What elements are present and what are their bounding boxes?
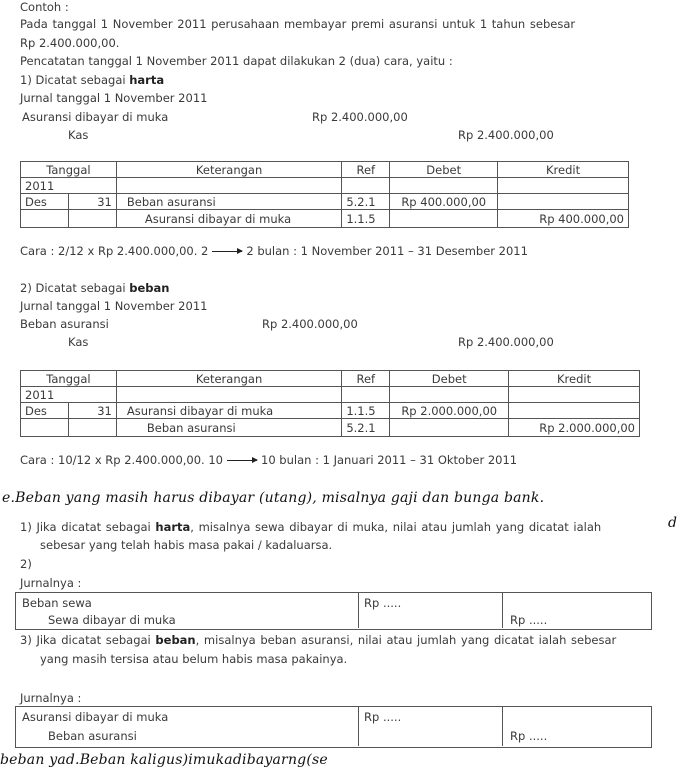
section1-debit-amount: Rp 2.400.000,00 <box>312 110 408 124</box>
section2-table <box>20 370 640 437</box>
table-header-keterangan: Keterangan <box>116 162 341 178</box>
table-header-keterangan: Keterangan <box>116 371 341 387</box>
section1-journal-date: Jurnal tanggal 1 November 2011 <box>20 91 208 105</box>
arrow-icon <box>212 251 242 252</box>
table-kredit <box>498 194 629 210</box>
table-debet <box>390 210 498 228</box>
table-header-debet: Debet <box>390 371 509 387</box>
table-desc: Beban asuransi <box>116 194 341 210</box>
point3-debit-amount: Rp ..... <box>364 710 402 724</box>
handwritten-heading: e.Beban yang masih harus dibayar (utang), misalnya gaji dan bunga bank. <box>2 490 545 506</box>
point3-debit: Asuransi dibayar di muka <box>22 710 169 724</box>
point3-line-2: yang masih tersisa atau belum habis masa pakainya. <box>40 652 348 666</box>
table-day: 31 <box>68 194 116 210</box>
section2-credit-amount: Rp 2.400.000,00 <box>458 335 554 349</box>
table-year: 2011 <box>21 178 69 194</box>
table-kredit: Rp 400.000,00 <box>498 210 629 228</box>
table-header-tanggal: Tanggal <box>21 371 117 387</box>
section1-credit-account: Kas <box>68 128 89 142</box>
intro-line-2: Rp 2.400.000,00. <box>20 36 120 50</box>
table-year: 2011 <box>21 387 69 403</box>
table-ref: 5.2.1 <box>342 419 390 437</box>
intro-line-1: Pada tanggal 1 November 2011 perusahaan membayar premi asuransi untuk 1 tahun sebesar <box>20 17 576 31</box>
section2-debit-account: Beban asuransi <box>20 317 109 331</box>
section1-credit-amount: Rp 2.400.000,00 <box>458 128 554 142</box>
table-ref: 5.2.1 <box>342 194 390 210</box>
table-day: 31 <box>68 403 116 419</box>
table-header-ref: Ref <box>342 162 390 178</box>
section2-credit-account: Kas <box>68 335 89 349</box>
section1-table <box>20 161 629 228</box>
table-header-ref: Ref <box>342 371 390 387</box>
point2-jurnal: Jurnalnya : <box>20 576 82 590</box>
section2-journal-date: Jurnal tanggal 1 November 2011 <box>20 299 208 313</box>
point3-credit-amount: Rp ..... <box>510 729 548 743</box>
table-header-debet: Debet <box>390 162 498 178</box>
section1-heading: 1) Dicatat sebagai harta <box>20 73 165 87</box>
intro-line-3: Pencatatan tanggal 1 November 2011 dapat dilakukan 2 (dua) cara, yaitu : <box>20 54 453 68</box>
table-month: Des <box>21 403 69 419</box>
point2-debit-amount: Rp ..... <box>364 596 402 610</box>
point2-debit: Beban sewa <box>22 596 92 610</box>
point1-line-2: sebesar yang telah habis masa pakai / kadaluarsa. <box>40 538 333 552</box>
table-header-tanggal: Tanggal <box>21 162 117 178</box>
table-desc: Asuransi dibayar di muka <box>116 210 341 228</box>
point3-line-1: 3) Jika dicatat sebagai beban, misalnya beban asuransi, nilai atau jumlah yang dicatat ialah sebesar <box>20 633 617 647</box>
table-desc: Asuransi dibayar di muka <box>116 403 341 419</box>
section1-cara: Cara : 2/12 x Rp 2.400.000,00. 2 2 bulan : 1 November 2011 – 31 Desember 2011 <box>20 244 528 258</box>
point2-label: 2) <box>20 557 32 571</box>
point3-credit: Beban asuransi <box>48 729 137 743</box>
table-desc: Beban asuransi <box>116 419 341 437</box>
section1-debit-account: Asuransi dibayar di muka <box>22 110 169 124</box>
table-kredit: Rp 2.000.000,00 <box>509 419 640 437</box>
point2-credit-amount: Rp ..... <box>510 613 548 627</box>
section2-debit-amount: Rp 2.400.000,00 <box>262 317 358 331</box>
table-header-kredit: Kredit <box>509 371 640 387</box>
table-ref: 1.1.5 <box>342 210 390 228</box>
point3-jurnal: Jurnalnya : <box>20 691 82 705</box>
table-ref: 1.1.5 <box>342 403 390 419</box>
table-debet: Rp 400.000,00 <box>390 194 498 210</box>
table-debet: Rp 2.000.000,00 <box>390 403 509 419</box>
table-kredit <box>509 403 640 419</box>
point1-trailing: d <box>668 515 678 531</box>
table-debet <box>390 419 509 437</box>
table-month: Des <box>21 194 69 210</box>
arrow-icon <box>227 460 257 461</box>
point2-credit: Sewa dibayar di muka <box>48 613 176 627</box>
contoh-label: Contoh : <box>20 0 69 14</box>
section2-cara: Cara : 10/12 x Rp 2.400.000,00. 10 10 bulan : 1 Januari 2011 – 31 Oktober 2011 <box>20 453 518 467</box>
section2-heading: 2) Dicatat sebagai beban <box>20 281 170 295</box>
table-header-kredit: Kredit <box>498 162 629 178</box>
handwritten-footer: beban yad.Beban kaligus)imukadibayarng(se <box>0 752 328 768</box>
point1-line-1: 1) Jika dicatat sebagai harta, misalnya sewa dibayar di muka, nilai atau jumlah yang dicatat ialah <box>20 520 602 534</box>
